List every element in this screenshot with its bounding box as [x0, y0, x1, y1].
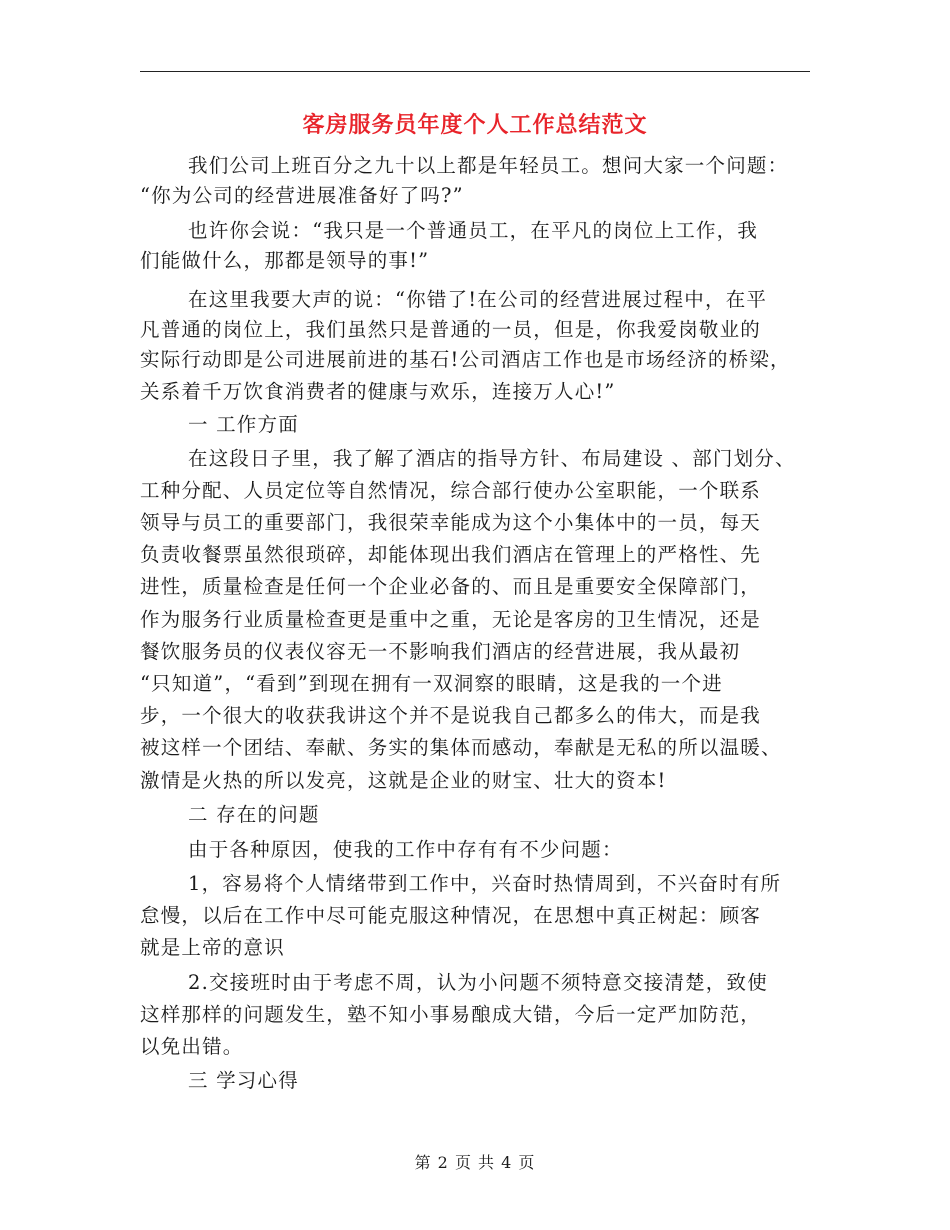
- text-line: 凡普通的岗位上，我们虽然只是普通的一员，但是，你我爱岗敬业的: [140, 318, 762, 341]
- section-heading: 一 工作方面: [188, 413, 299, 436]
- text-line: “只知道”，“看到”到现在拥有一双洞察的眼睛，这是我的一个进: [140, 672, 723, 695]
- text-line: 2.交接班时由于考虑不周，认为小问题不须特意交接清楚，致使: [188, 971, 768, 994]
- text-line: 负责收餐票虽然很琐碎，却能体现出我们酒店在管理上的严格性、先: [140, 543, 762, 566]
- text-line: 工种分配、人员定位等自然情况，综合部行使办公室职能，一个联系: [140, 479, 762, 502]
- text-line: 进性，质量检查是任何一个企业必备的、而且是重要安全保障部门，: [140, 575, 762, 598]
- text-line: 作为服务行业质量检查更是重中之重，无论是客房的卫生情况，还是: [140, 608, 762, 631]
- text-line: 在这里我要大声的说：“你错了!在公司的经营进展过程中，在平: [188, 288, 768, 311]
- text-line: 由于各种原因，使我的工作中存有有不少问题：: [188, 838, 623, 861]
- text-line: 实际行动即是公司进展前进的基石!公司酒店工作也是市场经济的桥梁，: [140, 348, 791, 371]
- text-line: 以免出错。: [140, 1035, 244, 1058]
- text-line: 激情是火热的所以发亮，这就是企业的财宝、壮大的资本!: [140, 769, 667, 792]
- text-line: 在这段日子里，我了解了酒店的指导方针、布局建设 、部门划分、: [188, 447, 796, 470]
- text-line: 这样那样的问题发生，塾不知小事易酿成大错，今后一定严加防范，: [140, 1003, 762, 1026]
- text-line: 我们公司上班百分之九十以上都是年轻员工。想问大家一个问题：: [188, 154, 789, 177]
- section-heading: 二 存在的问题: [188, 803, 320, 826]
- text-line: 1，容易将个人情绪带到工作中，兴奋时热情周到，不兴奋时有所: [188, 872, 782, 895]
- text-line: 领导与员工的重要部门，我很荣幸能成为这个小集体中的一员，每天: [140, 511, 762, 534]
- section-heading: 三 学习心得: [188, 1069, 299, 1092]
- text-line: 步，一个很大的收获我讲这个并不是说我自己都多么的伟大，而是我: [140, 704, 762, 727]
- text-line: 怠慢，以后在工作中尽可能克服这种情况，在思想中真正树起：顾客: [140, 904, 762, 927]
- text-line: 被这样一个团结、奉献、务实的集体而感动，奉献是无私的所以温暖、: [140, 736, 782, 759]
- text-line: 们能做什么，那都是领导的事!”: [140, 249, 430, 272]
- text-line: “你为公司的经营进展准备好了吗?”: [140, 184, 464, 207]
- document-title: 客房服务员年度个人工作总结范文: [302, 112, 648, 138]
- page-number: 第 2 页 共 4 页: [414, 1153, 536, 1172]
- text-line: 餐饮服务员的仪表仪容无一不影响我们酒店的经营进展，我从最初: [140, 640, 741, 663]
- text-line: 就是上帝的意识: [140, 936, 285, 959]
- text-line: 也许你会说：“我只是一个普通员工，在平凡的岗位上工作，我: [188, 219, 759, 242]
- text-line: 关系着千万饮食消费者的健康与欢乐，连接万人心!”: [140, 380, 616, 403]
- header-rule: [140, 71, 810, 72]
